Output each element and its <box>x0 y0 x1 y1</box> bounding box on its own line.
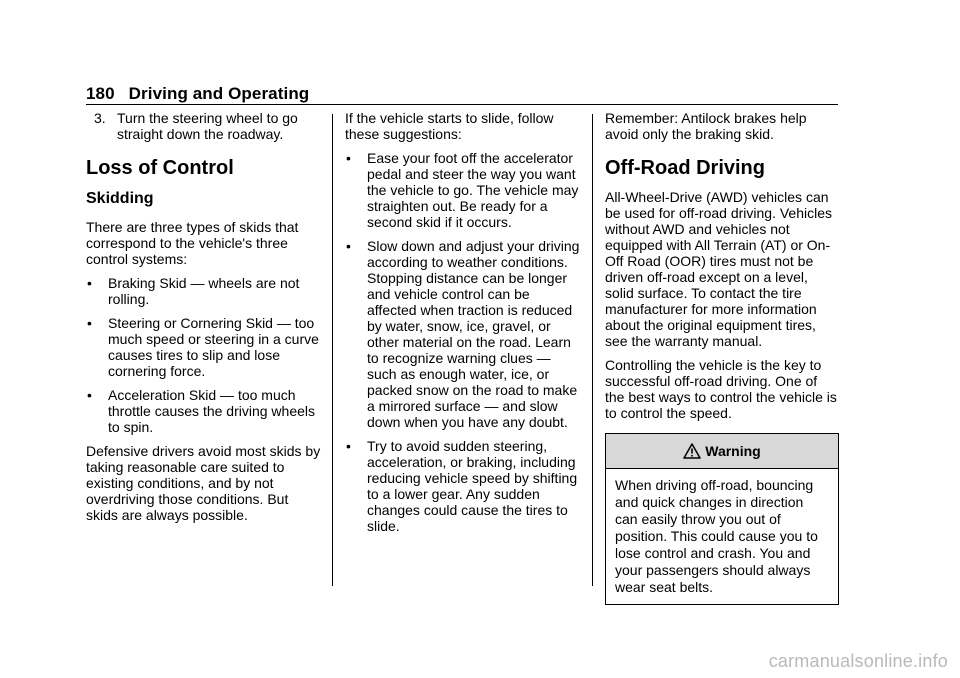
subheading-skidding: Skidding <box>86 190 154 207</box>
bullet-text: Braking Skid — wheels are not rolling. <box>108 275 300 307</box>
warning-box <box>605 433 839 605</box>
warning-text: When driving off-road, bouncing and quick changes in direction can easily throw you out of position. This could cause you to lose control and crash. You and your passengers should always wear seat belts. <box>615 477 818 595</box>
column-divider <box>592 114 593 586</box>
paragraph: Defensive drivers avoid most skids by taking reasonable care suited to existing conditions, and by not overdriving those conditions. But skids are always possible. <box>86 443 321 523</box>
paragraph: Remember: Antilock brakes help avoid only the braking skid. <box>605 110 807 142</box>
bullet-glyph: • <box>346 438 351 454</box>
bullet-glyph: • <box>87 275 92 291</box>
bullet-text: Steering or Cornering Skid — too much speed or steering in a curve causes tires to slip and lose cornering force. <box>108 315 319 379</box>
watermark: carmanualsonline.info <box>768 651 948 671</box>
paragraph: If the vehicle starts to slide, follow these suggestions: <box>345 110 554 142</box>
bullet-text: Slow down and adjust your driving according to weather conditions. Stopping distance can be longer and vehicle control can be affected when traction is reduced by water, snow, ice, gravel, or other material on the road. Learn to recognize warning clues — such as enough water, ice, or packed snow on the road to make a mirrored surface — and slow down when you have any doubt. <box>367 238 580 430</box>
bullet-item <box>86 275 322 307</box>
bullet-item <box>345 438 581 534</box>
numbered-step <box>86 110 322 142</box>
header-rule <box>86 104 838 105</box>
bullet-glyph: • <box>346 150 351 166</box>
page-header <box>86 84 309 104</box>
bullet-item <box>86 315 322 379</box>
warning-title: Warning <box>705 443 761 459</box>
warning-header <box>606 434 838 469</box>
bullet-glyph: • <box>346 238 351 254</box>
paragraph: All-Wheel-Drive (AWD) vehicles can be used for off-road driving. Vehicles without AWD and vehicles not equipped with All Terrain (AT) or On-Off Road (OOR) tires must not be driven off-road except on a level, solid surface. To contact the tire manufacturer for more information about the original equipment tires, see the warranty manual. <box>605 189 832 349</box>
column-2 <box>345 110 581 542</box>
paragraph: There are three types of skids that correspond to the vehicle's three control systems: <box>86 219 299 267</box>
column-divider <box>332 114 333 586</box>
step-number: 3. <box>94 110 106 126</box>
heading-loss-of-control: Loss of Control <box>86 157 234 179</box>
warning-triangle-icon <box>683 443 701 459</box>
bullet-glyph: • <box>87 387 92 403</box>
column-1 <box>86 110 322 531</box>
bullet-item <box>86 387 322 435</box>
bullet-glyph: • <box>87 315 92 331</box>
page-number: 180 <box>86 84 115 103</box>
bullet-text: Try to avoid sudden steering, acceleration, or braking, including reducing vehicle speed by shifting to a lower gear. Any sudden changes could cause the tires to slide. <box>367 438 578 534</box>
section-title: Driving and Operating <box>128 84 310 103</box>
column-3 <box>605 110 839 605</box>
bullet-item <box>345 150 581 230</box>
paragraph: Controlling the vehicle is the key to successful off-road driving. One of the best ways to control the vehicle is to control the speed. <box>605 357 837 421</box>
bullet-text: Acceleration Skid — too much throttle causes the driving wheels to spin. <box>108 387 315 435</box>
heading-off-road-driving: Off-Road Driving <box>605 157 765 179</box>
step-text: Turn the steering wheel to go straight down the roadway. <box>117 110 298 142</box>
bullet-text: Ease your foot off the accelerator pedal and steer the way you want the vehicle to go. The vehicle may straighten out. Be ready for a second skid if it occurs. <box>367 150 579 230</box>
bullet-item <box>345 238 581 430</box>
